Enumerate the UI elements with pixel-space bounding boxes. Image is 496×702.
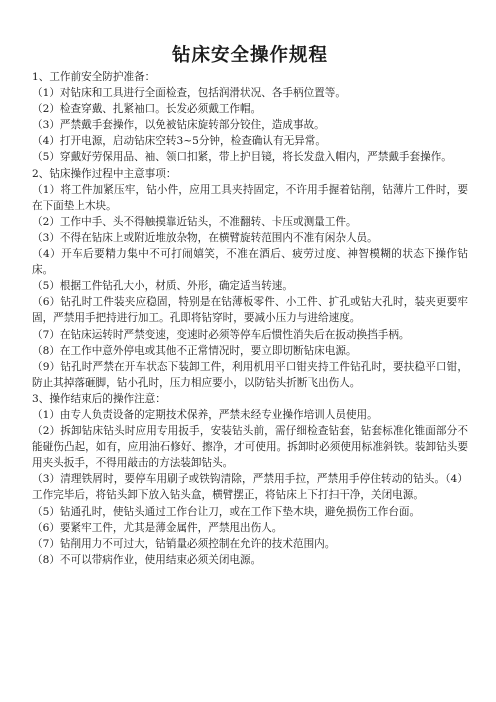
list-item: （3）不得在钻床上或附近堆放杂物，在横臂旋转范围内不准有闲杂人员。 [32,231,378,244]
list-item: （7）钻削用力不可过大，钻销量必须控制在允许的技术范围内。 [32,537,336,550]
list-item: （7）在钻床运转时严禁变速，变速时必须等停车后惯性消失后在扳动换挡手柄。 [32,328,410,341]
list-item: （9）钻孔时严禁在开车状态下装卸工件，利用机用平口钳夹持工件钻孔时，要扶稳平口钳，防止其掉落砸脚，钻小孔时，压力相应要小，以防钻头折断飞出伤人。 [32,360,468,389]
section-heading-during-operation: 2、钻床操作过程中主意事项： [32,167,177,180]
list-item: （3）严禁戴手套操作，以免被钻床旋转部分铰住，造成事故。 [32,119,325,132]
list-item: （5）穿戴好劳保用品、袖、领口扣紧，带上护目镜，将长发盘入帽内，严禁戴手套操作。 [32,151,452,164]
list-item: （1）将工件加紧压牢，钻小件，应用工具夹持固定，不许用手握着钻削，钻薄片工件时，要在下面垫上木块。 [32,183,468,212]
list-item: （4）打开电源，启动钻床空转3~5分钟，检查确认有无异常。 [32,135,326,148]
list-item: （5）钻通孔时，使钻头通过工作台让刀，或在工作下垫木块，避免损伤工作台面。 [32,505,421,518]
list-item: （2）工作中手、头不得触摸靠近钻头，不准翻转、卡压或测量工件。 [32,215,357,228]
list-item: （2）拆卸钻床钻头时应用专用扳手，安装钻头前，需仔细检查钻套，钻套标准化锥面部分不能碰伤凸起，如有，应用油石修好、擦净，才可使用。拆卸时必须使用标准斜铁。装卸钻头要用夹头扳手，不得用敲击的方法装卸钻头。 [32,425,468,470]
list-item: （1）由专人负责设备的定期技术保养，严禁未经专业操作培训人员使用。 [32,408,378,421]
list-item: （4）开车后要精力集中不可打闹嬉笑，不准在酒后、疲劳过度、神智模糊的状态下操作钻床。 [32,248,468,277]
list-item: （3）清理铁屑时，要停车用刷子或铁钩清除，严禁用手拉，严禁用手停住转动的钻头。（4）工作完毕后，将钻头卸下放入钻头盒，横臂摆正，将钻床上下打扫干净，关闭电源。 [32,473,468,502]
list-item: （6）钻孔时工件装夹应稳固，特别是在钻薄板零件、小工件、扩孔或钻大孔时，装夹更要牢固，严禁用手把持进行加工。孔即将钻穿时，要减小压力与进给速度。 [32,296,468,325]
document-page [32,44,468,568]
list-item: （5）根据工件钻孔大小，材质、外形，确定适当转速。 [32,280,293,293]
list-item: （1）对钻床和工具进行全面检查，包括润滑状况、各手柄位置等。 [32,87,346,100]
list-item: （8）在工作中意外停电或其他不正常情况时，要立即切断钻床电源。 [32,344,357,357]
list-item: （6）要紧牢工件，尤其是薄金属件，严禁甩出伤人。 [32,521,283,534]
list-item: （8）不可以带病作业，使用结束必须关闭电源。 [32,553,262,566]
section-heading-pre-work: 1、工作前安全防护准备： [32,71,156,83]
section-heading-after-work: 3、操作结束后的操作注意： [32,392,166,405]
list-item: （2）检查穿戴、扎紧袖口。长发必须戴工作帽。 [32,103,262,116]
document-title: 钻床安全操作规程 [171,45,328,66]
